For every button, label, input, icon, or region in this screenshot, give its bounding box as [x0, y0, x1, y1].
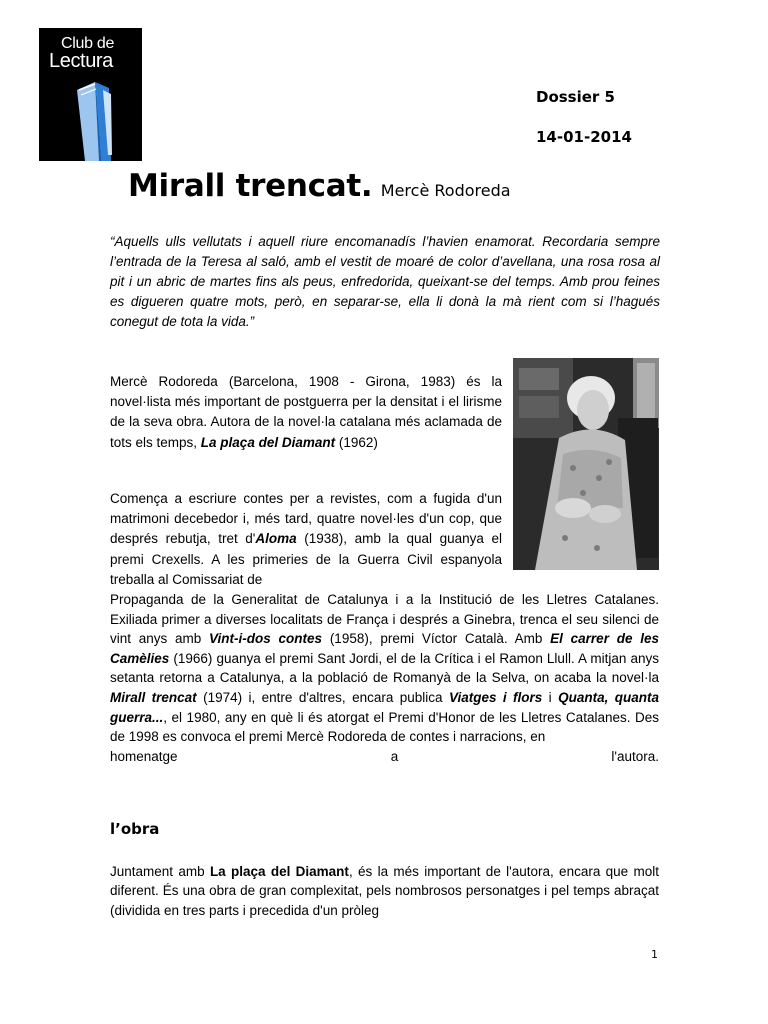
obra-paragraph [110, 862, 659, 920]
bio-text: , el 1980, any en què li és atorgat el Premi d'Honor de les Lletres Catalanes. Des de 1998 es convoca el premi Mercè Rodoreda de contes i narracions, en [110, 709, 659, 745]
work-title: La plaça del Diamant [209, 864, 349, 879]
bio-text: (1966) guanya el premi Sant Jordi, el de la Crítica i el Ramon Llull. A mitjan anys setanta retorna a Catalunya, a la població de Romanyà de la Selva, on acaba la novel·la [110, 650, 659, 686]
bio-text: (1974) i, entre d'altres, encara publica [196, 689, 449, 705]
work-title: La plaça del Diamant [200, 434, 336, 450]
bio-paragraph-3 [110, 590, 659, 766]
bio-text: homenatge [110, 748, 178, 764]
work-title: Aloma [255, 531, 297, 547]
dossier-number: Dossier 5 [536, 88, 615, 106]
work-title: Quanta, quanta guerra... [110, 689, 659, 725]
logo-line2: Lectura [49, 50, 113, 72]
work-title: Mirall trencat [110, 689, 197, 705]
bio-paragraph-2-text: Comença a escriure contes per a revistes, com a fugida d'un matrimoni decebedor i, més tard, quatre novel·les d'un cop, que després rebutja, tret d' [110, 491, 502, 547]
dossier-date: 14-01-2014 [536, 128, 632, 146]
opening-quote: “Aquells ulls vellutats i aquell riure encomanadís l’havien enamorat. Recordaria sempre l’entrada de la Teresa al saló, amb el vestit de moaré de color d’avellana, una rosa rosa al pit i un abric de martes fins als peus, enfredorida, queixant-se del temps. Amb prou feines es digueren quatre mots, però, en separar-se, ella li donà la mà rient com si l’hagués conegut de tota la vida.” [110, 234, 660, 329]
page-number: 1 [651, 948, 658, 961]
bio-text: i [542, 689, 559, 705]
document-title [128, 168, 511, 204]
work-title: Viatges i flors [448, 689, 543, 705]
club-de-lectura-logo [39, 28, 142, 161]
bio-text: a [390, 748, 399, 764]
bio-paragraph-3-body [110, 590, 659, 747]
bio-paragraph-2 [110, 489, 502, 590]
obra-text: , és la més important de l'autora, encara que molt diferent. És una obra de gran complexitat, pels nombrosos personatges i pel temps abraçat (dividida en tres parts i precedida d'un pròleg [110, 864, 659, 918]
bio-paragraph-2-end: (1938), amb la qual guanya el premi Crexells. A les primeries de la Guerra Civil espanyola treballa al Comissariat de [110, 531, 502, 587]
book-title: Mirall trencat. [128, 168, 373, 204]
work-title: Vint-i-dos contes [209, 631, 323, 647]
bio-text: (1958), premi Víctor Català. Amb [322, 631, 551, 647]
bio-paragraph-1-end: (1962) [335, 434, 378, 450]
bio-text: l'autora. [611, 748, 659, 764]
author-photo [513, 358, 659, 570]
book-icon [39, 28, 142, 161]
obra-text: Juntament amb [110, 864, 210, 879]
bio-paragraph-1-text: Mercè Rodoreda (Barcelona, 1908 - Girona, 1983) és la novel·lista més important de postguerra per la densitat i el lirisme de la seva obra. Autora de la novel·la catalana més aclamada de tots els temps, [110, 374, 502, 450]
book-author: Mercè Rodoreda [380, 181, 511, 200]
bio-paragraph-3-last-line [110, 747, 659, 767]
bio-text: Propaganda de la Generalitat de Catalunya i a la Institució de les Lletres Catalanes. Exiliada primer a diverses localitats de França i després a Ginebra, trenca el seu silenci de vint anys amb [110, 592, 659, 647]
work-title: El carrer de les Camèlies [110, 631, 659, 666]
bio-paragraph-1 [110, 372, 502, 453]
logo-line1: Club de [61, 35, 115, 52]
section-heading: l’obra [110, 820, 160, 838]
